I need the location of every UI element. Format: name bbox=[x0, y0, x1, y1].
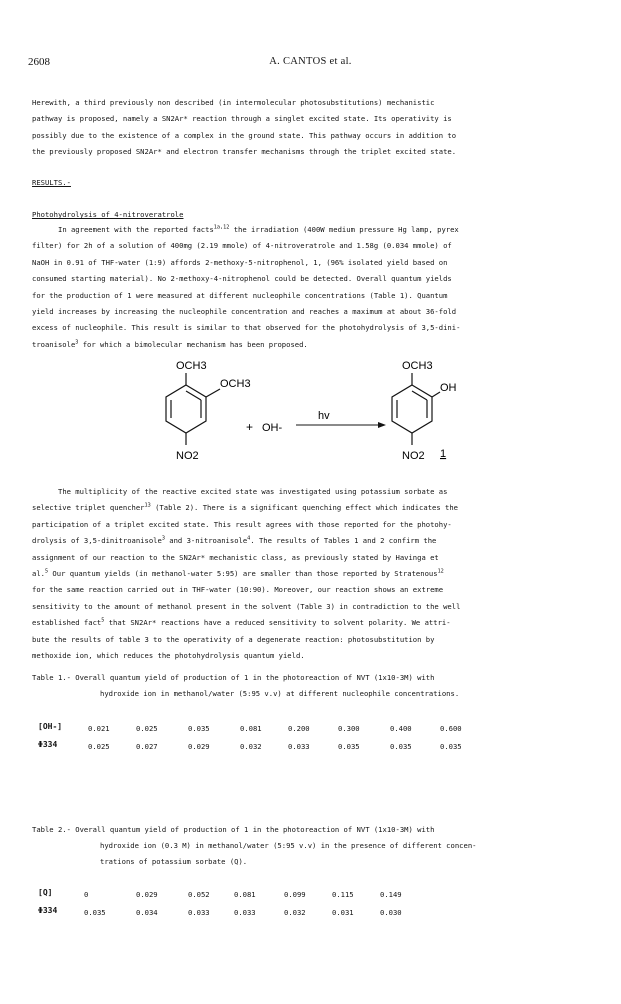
table-cell: 0.029 bbox=[188, 742, 210, 751]
table-cell: 0.600 bbox=[440, 724, 462, 733]
p1-line: filter) for 2h of a solution of 400mg (2.19 mmole) of 4-nitroveratrole and 1.58g (0.034 mmole) of bbox=[32, 241, 452, 251]
table-cell: 0.200 bbox=[288, 724, 310, 733]
table-cell: 0.149 bbox=[380, 890, 402, 899]
plus-sign: + bbox=[246, 420, 254, 434]
caption-line: Table 2.- Overall quantum yield of production of 1 in the photoreaction of NVT (1x10-3M) with bbox=[32, 825, 435, 834]
table-cell: 0.081 bbox=[240, 724, 262, 733]
product-nitro: NO2 bbox=[402, 450, 425, 462]
table-cell: 0.099 bbox=[284, 890, 306, 899]
p2-line: selective triplet quencher bbox=[32, 503, 145, 513]
citation: 5 bbox=[101, 617, 105, 624]
section-heading: Photohydrolysis of 4-nitroveratrole bbox=[32, 210, 184, 219]
table-cell: 0.035 bbox=[338, 742, 360, 751]
p2-line: that SN2Ar* reactions have a reduced sensitivity to solvent polarity. We attri- bbox=[104, 618, 451, 628]
p2-line: . The results of Tables 1 and 2 confirm the bbox=[250, 536, 437, 546]
intro-line: Herewith, a third previously non described (in intermolecular photosubstitutions) mechanistic bbox=[32, 98, 435, 107]
p2-line: bute the results of table 3 to the operativity of a degenerate reaction: photosubstitution by bbox=[32, 634, 435, 644]
table-cell: 0.021 bbox=[88, 724, 110, 733]
p1-line: the irradiation (400W medium pressure Hg lamp, pyrex bbox=[229, 225, 459, 234]
reactant-methoxy-top: OCH3 bbox=[176, 360, 207, 372]
citation: 12 bbox=[437, 568, 444, 575]
table-cell: 0.027 bbox=[136, 742, 158, 751]
caption-line: trations of potassium sorbate (Q). bbox=[100, 857, 248, 866]
p1-line: for the production of 1 were measured at different nucleophile concentrations (Table 1). Quantum bbox=[32, 290, 448, 300]
paragraph-photohydrolysis bbox=[32, 222, 594, 353]
table-cell: 0.400 bbox=[390, 724, 412, 733]
table1-caption bbox=[32, 670, 459, 702]
table-cell: 0.081 bbox=[234, 890, 256, 899]
reactant-methoxy-side: OCH3 bbox=[220, 378, 251, 390]
p1-line: for which a bimolecular mechanism has been proposed. bbox=[78, 339, 308, 349]
p1-line: In agreement with the reported facts bbox=[58, 225, 214, 234]
table-cell: 0.033 bbox=[234, 908, 256, 917]
table-cell: 0 bbox=[84, 890, 89, 899]
table-cell: 0.034 bbox=[136, 908, 158, 917]
caption-line: hydroxide ion in methanol/water (5:95 v.v) at different nucleophile concentrations. bbox=[100, 689, 460, 698]
p2-line: methoxide ion, which reduces the photohydrolysis quantum yield. bbox=[32, 651, 305, 661]
table-cell: 0.115 bbox=[332, 890, 354, 899]
table2-caption bbox=[32, 822, 476, 870]
p2-line: Our quantum yields (in methanol-water 5:95) are smaller than those reported by Stratenous bbox=[48, 569, 438, 579]
p2-line: participation of a triplet excited state. This result agrees with those reported for the photohy- bbox=[32, 519, 452, 529]
product-methoxy: OCH3 bbox=[402, 360, 433, 372]
caption-line: Table 1.- Overall quantum yield of production of 1 in the photoreaction of NVT (1x10-3M) with bbox=[32, 673, 435, 682]
table-cell: 0.025 bbox=[88, 742, 110, 751]
intro-line: pathway is proposed, namely a SN2Ar* reaction through a singlet excited state. Its operativity is bbox=[32, 114, 452, 124]
table-cell: 0.035 bbox=[84, 908, 106, 917]
table-cell: 0.025 bbox=[136, 724, 158, 733]
product-hydroxyl: OH bbox=[440, 382, 457, 394]
hydroxide-ion: OH- bbox=[262, 422, 283, 434]
p1-line: consumed starting material). No 2-methoxy-4-nitrophenol could be detected. Overall quantum yields bbox=[32, 274, 452, 284]
citation: 3 bbox=[75, 339, 79, 346]
p1-line: yield increases by increasing the nucleophile concentration and reaches a maximum at about 36-fold bbox=[32, 307, 457, 317]
p2-line: for the same reaction carried out in THF-water (10:90). Moreover, our reaction shows an extreme bbox=[32, 585, 444, 595]
p1-line: NaOH in 0.91 of THF-water (1:9) affords 2-methoxy-5-nitrophenol, 1, (96% isolated yield based on bbox=[32, 257, 448, 267]
table1-row-label-yield: Φ334 bbox=[38, 740, 58, 749]
p2-line: The multiplicity of the reactive excited state was investigated using potassium sorbate as bbox=[58, 487, 448, 496]
intro-line: possibly due to the existence of a complex in the ground state. This pathway occurs in addition to bbox=[32, 130, 457, 140]
page-number: 2608 bbox=[28, 56, 50, 68]
table-cell: 0.035 bbox=[188, 724, 210, 733]
p2-line: assignment of our reaction to the SN2Ar* mechanistic class, as previously stated by Havinga et bbox=[32, 552, 439, 562]
product-compound-number: 1 bbox=[440, 448, 447, 460]
results-heading: RESULTS.- bbox=[32, 178, 71, 187]
intro-paragraph bbox=[32, 95, 594, 161]
table-cell: 0.032 bbox=[284, 908, 306, 917]
table-cell: 0.300 bbox=[338, 724, 360, 733]
p2-line: al. bbox=[32, 569, 45, 579]
table-cell: 0.052 bbox=[188, 890, 210, 899]
reaction-arrow bbox=[296, 422, 386, 428]
running-header-authors: A. CANTOS et al. bbox=[269, 56, 352, 67]
p1-line: troanisole bbox=[32, 339, 76, 349]
product-structure bbox=[392, 373, 440, 445]
table-cell: 0.033 bbox=[188, 908, 210, 917]
table-cell: 0.035 bbox=[390, 742, 412, 751]
reactant-nitro: NO2 bbox=[176, 450, 199, 462]
citation: 4 bbox=[247, 535, 251, 542]
p2-line: and 3-nitroanisole bbox=[164, 536, 248, 546]
p2-line: drolysis of 3,5-dinitroanisole bbox=[32, 536, 162, 546]
table-cell: 0.030 bbox=[380, 908, 402, 917]
light-label: hv bbox=[318, 410, 330, 422]
p2-line: established fact bbox=[32, 618, 102, 628]
table2-row-label-conc: [Q] bbox=[38, 888, 53, 897]
table-cell: 0.032 bbox=[240, 742, 262, 751]
citation: 5 bbox=[44, 568, 49, 575]
p2-line: sensitivity to the amount of methanol present in the solvent (Table 3) in contradiction to the well bbox=[32, 601, 461, 611]
table-cell: 0.031 bbox=[332, 908, 354, 917]
reactant-structure bbox=[166, 373, 220, 445]
reaction-scheme bbox=[150, 345, 490, 475]
table1-row-label-conc: [OH-] bbox=[38, 722, 63, 731]
intro-line: the previously proposed SN2Ar* and electron transfer mechanisms through the triplet excited state. bbox=[32, 147, 457, 157]
table-cell: 0.035 bbox=[440, 742, 462, 751]
caption-line: hydroxide ion (0.3 M) in methanol/water (5:95 v.v) in the presence of different concen- bbox=[100, 841, 477, 850]
paragraph-multiplicity bbox=[32, 484, 594, 664]
citation: 3 bbox=[161, 535, 165, 542]
p2-line: (Table 2). There is a significant quenching effect which indicates the bbox=[150, 503, 458, 513]
p1-line: excess of nucleophile. This result is similar to that observed for the photohydrolysis of 3,5-dini- bbox=[32, 323, 461, 333]
citation: 1a,12 bbox=[213, 224, 230, 231]
table2-row-label-yield: Φ334 bbox=[38, 906, 58, 915]
citation: 13 bbox=[144, 503, 151, 510]
table-cell: 0.029 bbox=[136, 890, 158, 899]
table-cell: 0.033 bbox=[288, 742, 310, 751]
